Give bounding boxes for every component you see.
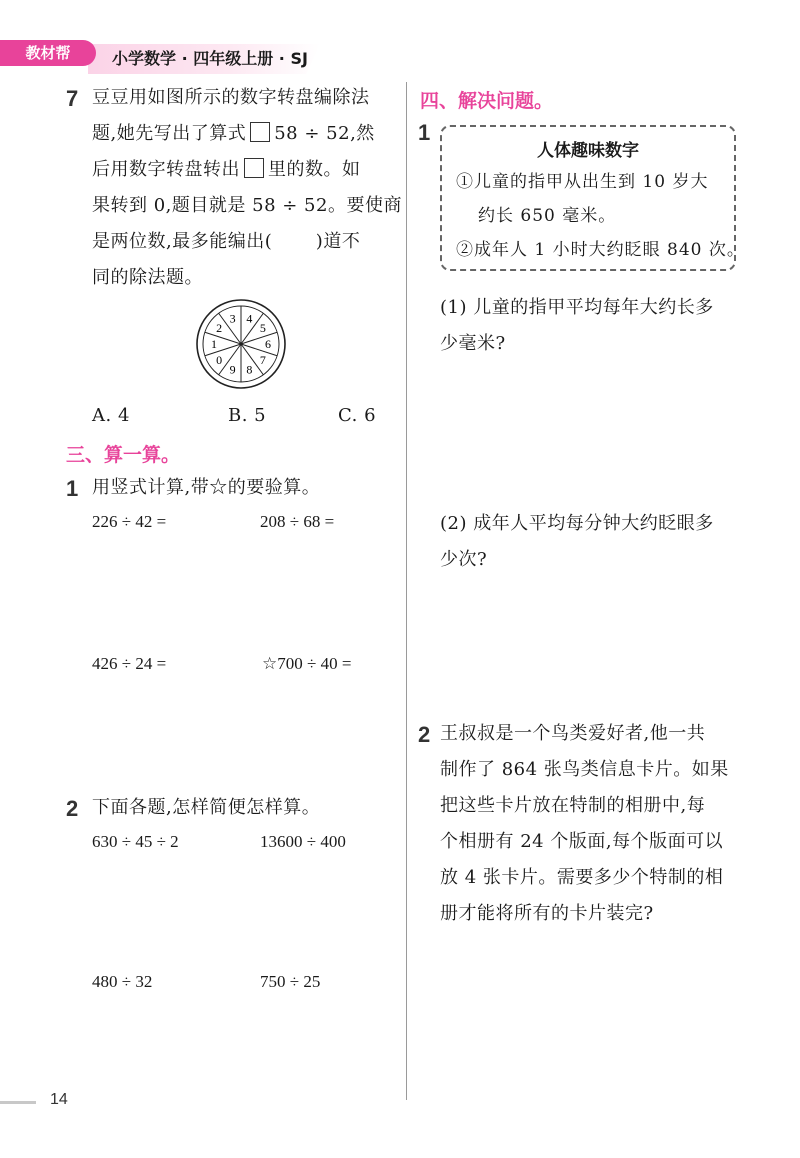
question-7-number: 7 (66, 86, 79, 111)
q7-option-b: B. 5 (228, 405, 267, 426)
q7-line-2a: 题,她先写出了算式 (92, 123, 247, 144)
s4-sub-question-1 (440, 290, 714, 362)
wheel-digit: 6 (265, 337, 271, 351)
s3-problem-1-number: 1 (66, 476, 79, 501)
section-4-title: 四、解决问题。 (420, 90, 554, 112)
sub2-line-2: 少次? (440, 549, 488, 570)
wheel-digit: 2 (216, 321, 223, 336)
info-card-line-1: ①儿童的指甲从出生到 10 岁大 (456, 172, 709, 192)
question-7-text (92, 80, 402, 296)
expr-13600-400: 13600 ÷ 400 (260, 832, 346, 851)
expr-630-45-2: 630 ÷ 45 ÷ 2 (92, 832, 179, 851)
wheel-digit: 8 (246, 362, 253, 377)
section-3-title: 三、算一算。 (66, 444, 181, 466)
s3-problem-2-instruction: 下面各题,怎样简便怎样算。 (92, 797, 321, 818)
p2-line-2: 制作了 864 张鸟类信息卡片。如果 (440, 759, 729, 780)
q7-line-2b: 58 ÷ 52,然 (274, 123, 375, 144)
sub1-line-2: 少毫米? (440, 333, 506, 354)
p2-line-3: 把这些卡片放在特制的相册中,每 (440, 795, 706, 816)
expr-226-42: 226 ÷ 42 = (92, 512, 167, 531)
wheel-digit: 3 (229, 311, 236, 326)
p2-line-6: 册才能将所有的卡片装完? (440, 903, 654, 924)
q7-line-1: 豆豆用如图所示的数字转盘编除法 (92, 87, 370, 108)
expr-750-25: 750 ÷ 25 (260, 972, 321, 991)
number-wheel (195, 298, 287, 390)
sub1-line-1: (1) 儿童的指甲平均每年大约长多 (440, 297, 714, 318)
s4-problem-2-text (440, 716, 729, 932)
q7-line-3b: 里的数。如 (268, 159, 361, 180)
q7-option-c: C. 6 (338, 405, 377, 426)
column-divider (406, 82, 407, 1100)
blank-box (244, 158, 264, 178)
sub2-line-1: (2) 成年人平均每分钟大约眨眼多 (440, 513, 714, 534)
expr-700-40: ☆700 ÷ 40 = (262, 654, 352, 673)
footer-line (0, 1101, 36, 1104)
p2-line-4: 个相册有 24 个版面,每个版面可以 (440, 831, 724, 852)
book-title: 小学数学 · 四年级上册 · SJ (112, 49, 308, 68)
wheel-digit: 5 (259, 321, 266, 336)
s3-problem-2-number: 2 (66, 796, 79, 821)
blank-box (250, 122, 270, 142)
q7-line-6: 同的除法题。 (92, 267, 203, 288)
info-card-line-3: ②成年人 1 小时大约眨眼 840 次。 (456, 240, 745, 260)
q7-line-3a: 后用数字转盘转出 (92, 159, 240, 180)
page-number: 14 (50, 1091, 68, 1108)
s4-problem-2-number: 2 (418, 722, 431, 747)
info-card-line-2: 约长 650 毫米。 (478, 206, 617, 226)
s4-problem-1-number: 1 (418, 120, 431, 145)
wheel-digit: 9 (229, 362, 236, 377)
brand-badge: 教材帮 (0, 40, 96, 66)
wheel-digit: 7 (259, 352, 266, 367)
expr-426-24: 426 ÷ 24 = (92, 654, 167, 673)
wheel-digit: 0 (216, 352, 223, 367)
q7-line-2 (92, 116, 402, 152)
info-card-title: 人体趣味数字 (537, 141, 639, 161)
s3-problem-1-instruction: 用竖式计算,带☆的要验算。 (92, 477, 321, 498)
q7-option-a: A. 4 (92, 405, 130, 426)
p2-line-5: 放 4 张卡片。需要多少个特制的相 (440, 867, 724, 888)
wheel-digit: 4 (246, 311, 253, 326)
q7-line-4: 果转到 0,题目就是 58 ÷ 52。要使商 (92, 195, 402, 216)
expr-208-68: 208 ÷ 68 = (260, 512, 335, 531)
s4-sub-question-2 (440, 506, 714, 578)
expr-480-32: 480 ÷ 32 (92, 972, 153, 991)
q7-line-5: 是两位数,最多能编出( )道不 (92, 231, 361, 252)
wheel-digit: 1 (211, 337, 217, 351)
p2-line-1: 王叔叔是一个鸟类爱好者,他一共 (440, 723, 706, 744)
q7-line-3 (92, 152, 402, 188)
